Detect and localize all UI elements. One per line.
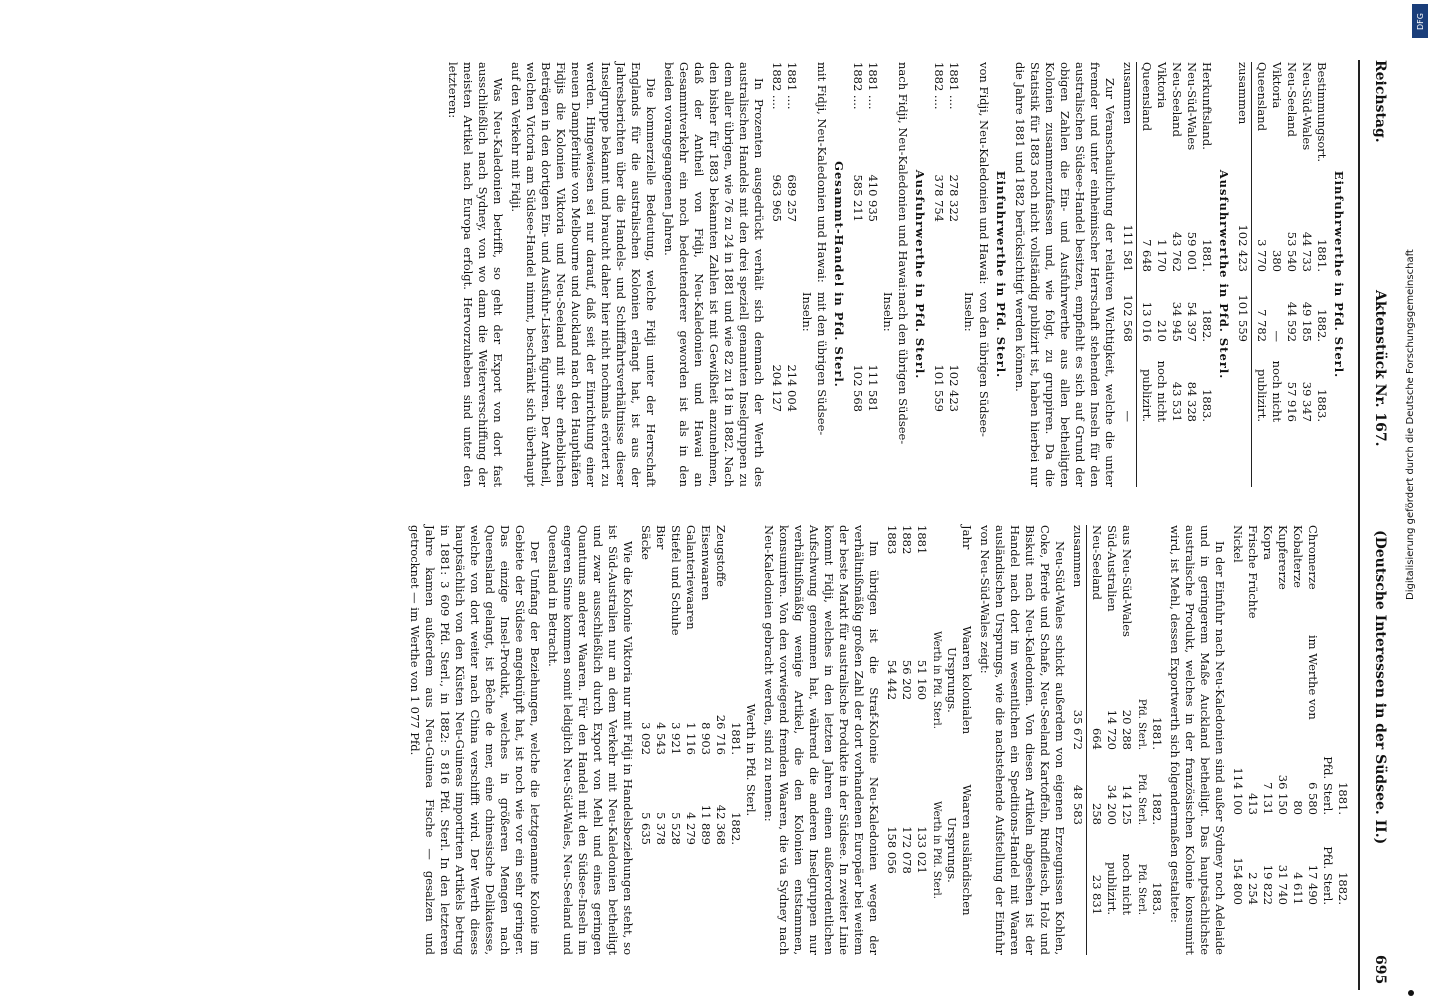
table-row: Zeugstoffe 26 716 42 368 — [714, 525, 728, 845]
table-row: 1883 54 442 158 056 — [885, 525, 899, 874]
header-rule — [1358, 60, 1360, 990]
table-row: Neu-Süd-Wales 59 001 54 397 84 328 — [1185, 62, 1199, 422]
paragraph: In Prozenten ausgedrückt verhält sich demnach der Werth des australischen Handels mit den drei speziell genannten Inselgruppen zu dem aller übrigen, wie 76 zu 24 in 1881 und wie 82 zu 18 in 1882. Nach den bisher für 1883 bekannten Zahlen ist mit Gewißheit anzunehmen, daß der Antheil von Fidji, Neu-Kaledonien und Hawai an Gesammtverkehr ein noch bedeutenderer geworden ist als in den beiden vorangegangenen Jahren. — [662, 62, 766, 487]
table-row: Neu-Seeland 664 258 23 831 — [1090, 525, 1104, 915]
table-row: Neu-Seeland 43 762 34 945 43 531 — [1170, 62, 1184, 422]
group1-heading: Einfuhrwerthe in Pfd. Sterl. — [994, 170, 1008, 379]
export-table-header: Herkunftsland. 1881. 1882. 1883. — [1200, 62, 1214, 422]
group1-labels: von Fidji, Neu-Kaledonien und Hawai: von den übrigen Südsee-Inseln: — [962, 62, 991, 437]
import-table-header: Bestimmungsort. 1881. 1882. 1883. — [1315, 62, 1329, 422]
scan-mark — [1408, 990, 1414, 996]
table-row: 1882 .... 963 965 204 127 — [770, 62, 784, 412]
export-table-heading: Ausfuhrwerthe in Pfd. Sterl. — [1217, 169, 1231, 380]
paragraph: Die kommerzielle Bedeutung, welche Fidji unter der Herrschaft Englands für die australischen Kolonien erlangt hat, ist aus der Jahresberichten über die Handels- und Schifffahrtsverhältnisse dieser Inselgruppe bekannt und braucht daher hier nicht nochmals erörtert zu werden. Hingewiesen sei nur darauf, daß seit der Einrichtung einer neuen Dampferlinie von Melbourne und Auckland nach den Haupthäfen Fidjis die Kolonien Viktoria und Neu-Seeland mit sehr erheblichen Beträgen in den dortigen Ein- und Ausfuhr-Listen figuriren. Der Antheil, welchen Victoria am Südsee-Handel nimmt, beschränkt sich überhaupt auf den Verkehr mit Fidji. — [509, 62, 658, 487]
table-row: Viktoria 380 — noch nicht — [1270, 62, 1284, 422]
paragraph: Der Umfang der Beziehungen, welche die letztgenannte Kolonie im Gebiete der Südsee angeknüpft hat, ist noch wie vor ein sehr geringer. Das einzige Insel-Produkt, welches in größeren Mengen nach Queensland gelangt, ist Bêche de mer, eine chinesische Delikatesse, welche von dort weiter nach China verschifft wird. Der Werth dieses hauptsächlich von den Küsten Neu-Guineas importirten Artikels betrug in 1881: 3 609 Pfd. Sterl., in 1882: 5 816 Pfd. Sterl. In den letzteren Jahre kamen außerdem aus Neu-Guinea Fische — gesalzen und getrocknet — im Werthe von 1 077 Pfd. — [408, 525, 542, 955]
header-title: (Deutsche Interessen in der Südsee. II.) — [1372, 530, 1388, 845]
table-row: 1881 .... 410 935 111 581 — [866, 62, 880, 412]
table-row: Chromerze im Werthe von 6 580 17 490 — [1306, 525, 1320, 905]
ore-table-unit: Pfd. Sterl. Pfd. Sterl. — [1321, 756, 1335, 905]
table-row: Kopra 7 131 19 822 — [1261, 525, 1275, 905]
table-row: Neu-Seeland 53 540 44 592 57 916 — [1285, 62, 1299, 422]
table-row: Säcke 3 092 5 635 — [639, 525, 653, 845]
import-table-heading: Einfuhrwerthe in Pfd. Sterl. — [1332, 170, 1346, 379]
paragraph: Zur Veranschaulichung der relativen Wichtigkeit, welche die unter fremder und unter einheimischer Herrschaft stehenden Inseln für den australischen Südsee-Handel besitzen, empfiehlt es sich auf Grund der obigen Zahlen die Ein- und Ausfuhrwerthe aus allen betheiligten Kolonien zusammenzufassen und, wie folgt, zu gruppiren. Da die Statistik für 1883 noch nicht vollständig publizirt ist, haben hierbei nur die Jahre 1881 und 1882 berücksichtigt werden können. — [1013, 62, 1117, 487]
table-row: 1881 .... 689 257 214 004 — [785, 62, 799, 412]
group2-labels: nach Fidji, Neu-Kaledonien und Hawai: nach den übrigen Südsee-Inseln: — [881, 62, 910, 445]
table-row: Kupfererze 36 150 31 740 — [1276, 525, 1290, 905]
table-row: Queensland 3 770 7 782 publizirt. — [1255, 62, 1269, 422]
table-total-row: zusammen 111 581 102 568 — — [1120, 62, 1137, 487]
origin-table-unit: Werth in Pfd. Sterl. Werth in Pfd. Sterl. — [931, 631, 942, 899]
column-right — [404, 525, 1350, 955]
table-row: 1881 51 160 133 021 — [915, 525, 929, 874]
table-total-row: zusammen 35 672 48 583 — [1070, 525, 1087, 955]
flour-table-header: 1881. 1882. 1883. — [1150, 717, 1164, 915]
table-row: Stiefel und Schuhe 3 921 5 528 — [669, 525, 683, 845]
dfg-logo: DFG — [1412, 4, 1428, 38]
paragraph: Was Neu-Kaledonien betrifft, so geht der Export von dort fast ausschließlich nach Sydney, von wo dann die Weiterverschiffung der meisten Artikel nach Europa erfolgt. Hervorzuheben sind unter den letzteren: — [446, 62, 505, 487]
ore-table-header: 1881. 1882. — [1336, 782, 1350, 905]
goods-table-header: 1881. 1882. — [729, 722, 743, 845]
header-left: Reichstag. — [1372, 60, 1388, 143]
paragraph: Neu-Süd-Wales schickt außerdem von eigenen Erzeugnissen Kohlen, Coke, Pferde und Schafe, Neu-Seeland Kartoffeln, Rindfleisch, Holz und Biskuit nach Neu-Kaledonien. Von diesen Artikeln abgesehen ist der Handel nach dort im wesentlichen ein Speditions-Handel mit Waaren ausländischen Ursprungs, wie die nachstehende Aufstellung der Einfuhr von Neu-Süd-Wales zeigt: — [978, 525, 1067, 955]
table-row: Bier 4 543 5 378 — [654, 525, 668, 845]
table-total-row: zusammen 102 423 101 559 — [1235, 62, 1252, 487]
paragraph: Wie die Kolonie Viktoria nur mit Fidji in Handelsbeziehungen steht, so ist Süd-Australien nur an dem Verkehr mit Neu-Kaledonien betheiligt und zwar ausschließlich durch Export von Mehl und eines geringen Quantums anderer Waaren. Für den Handel mit den Südsee-Inseln im engeren Sinne kommen somit lediglich Neu-Süd-Wales, Neu-Seeland und Queensland in Betracht. — [546, 525, 635, 955]
digitization-credit-text: Digitalisierung gefördert durch die Deutsche Forschungsgemeinschaft — [1405, 249, 1416, 600]
table-row: 1882 56 202 172 078 — [900, 525, 914, 874]
table-row: Galanteriewaaren 1 116 4 279 — [684, 525, 698, 845]
digitization-credit — [1405, 40, 1425, 600]
column-left — [442, 62, 1350, 487]
table-row: Süd-Australien 14 720 34 200 publizirt. — [1105, 525, 1119, 915]
group3-labels: mit Fidji, Neu-Kaledonien und Hawai: mit den übrigen Südsee-Inseln: — [800, 62, 829, 436]
origin-table-header: Jahr Waaren kolonialen Ursprungs. Waaren ausländischen Ursprungs. — [945, 525, 974, 916]
group2-heading: Ausfuhrwerthe in Pfd. Sterl. — [913, 169, 927, 380]
table-row: 1881 .... 278 322 102 423 — [947, 62, 961, 412]
table-row: 1882 .... 378 754 101 559 — [932, 62, 946, 412]
goods-table-unit: Werth in Pfd. Sterl. — [744, 703, 758, 817]
table-row: Kobalterze 80 4 611 — [1291, 525, 1305, 905]
table-row: Frische Früchte 413 2 254 — [1246, 525, 1260, 905]
page-number: 695 — [1372, 955, 1388, 985]
table-row: Queensland 7 648 13 016 publizirt. — [1140, 62, 1154, 422]
paragraph: Im übrigen ist die Straf-Kolonie Neu-Kaledonien wegen der verhältnißmäßig großen Zahl der dort vorhandenen Europäer bei weitem der beste Markt für australische Produkte in der Südsee. In zweiter Linie kommt Fidji, welches in den letzten Jahren einen außerordentlichen Aufschwung genommen hat, während die anderen Inselgruppen nur verhältnißmäßig wenige Artikel, die den Kolonien entstammen, konsumiren. Von den vorwiegend fremden Waaren, die via Sydney nach Neu-Kaledonien gebracht werden, sind zu nennen: — [762, 525, 881, 955]
paragraph: In der Einfuhr nach Neu-Kaledonien sind außer Sydney noch Adelaide und in geringerem Maße Auckland betheiligt. Das hauptsächlichste australische Produkt, welches in der französischen Kolonie konsumirt wird, ist Mehl, dessen Exportwerth sich folgendermaßen gestaltete: — [1168, 525, 1227, 955]
flour-table-unit: Pfd. Sterl. Pfd. Sterl. Pfd. Sterl. — [1136, 698, 1147, 915]
table-row: aus Neu-Süd-Wales 20 288 14 125 noch nicht — [1120, 525, 1134, 915]
table-row: 1882 .... 585 211 102 568 — [851, 62, 865, 412]
table-row: Nickel 114 100 154 800 — [1231, 525, 1245, 905]
header-center: Aktenstück Nr. 167. — [1372, 290, 1388, 447]
running-header — [1364, 60, 1388, 990]
table-row: Neu-Süd-Wales 44 733 49 185 39 347 — [1300, 62, 1314, 422]
table-row: Eisenwaaren 8 903 11 889 — [699, 525, 713, 845]
group3-heading: Gesammt-Handel in Pfd. Sterl. — [832, 161, 846, 388]
table-row: Viktoria 1 170 210 noch nicht — [1155, 62, 1169, 422]
